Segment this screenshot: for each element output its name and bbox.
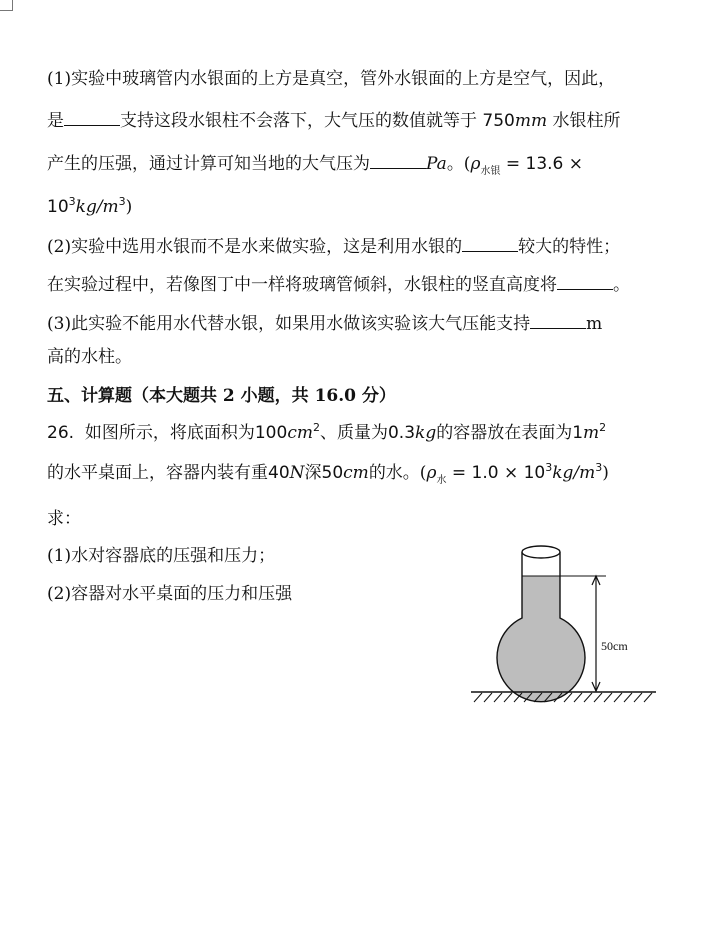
flask-mouth <box>522 546 560 558</box>
q25-line-1: (1)实验中玻璃管内水银面的上方是真空，管外水银面的上方是空气，因此， <box>47 69 616 89</box>
q26-ask: 求： <box>47 509 81 529</box>
q25-line-7: (3)此实验不能用水代替水银，如果用水做该实验该大气压能支持 m <box>47 310 602 335</box>
depth-label: 50cm <box>601 639 628 653</box>
answer-blank-3[interactable] <box>462 233 518 252</box>
answer-blank-2[interactable] <box>370 150 426 169</box>
q25-line-5: (2)实验中选用水银而不是水来做实验，这是利用水银的 较大的特性； <box>47 233 620 258</box>
answer-blank-5[interactable] <box>530 310 586 329</box>
q26-line-2: 的水平桌面上，容器内装有重40N深50cm的水。$(\rho_水 = 1.0 \times 10^3kg/m^3)$ <box>47 461 609 486</box>
flask-figure <box>466 540 676 715</box>
q25-line-3: 产生的压强，通过计算可知当地的大气压为 Pa。($\rho_{水银} = 13.6$ × <box>47 150 583 175</box>
answer-blank-1[interactable] <box>64 107 120 126</box>
q25-line-4: $10^3kg/m^3$) <box>47 195 133 217</box>
q26-line-1: 26. 如图所示，将底面积为$100cm^2$、质量为0.3kg的容器放在表面为$1m^2$ <box>47 421 607 443</box>
flask-water <box>497 565 585 702</box>
q26-sub-1: (1)水对容器底的压强和压力； <box>47 546 276 566</box>
q25-line-2: 是 支持这段水银柱不会落下，大气压的数值就等于 750mm 水银柱所 <box>47 107 621 132</box>
q25-line-6: 在实验过程中，若像图丁中一样将玻璃管倾斜，水银柱的竖直高度将 。 <box>47 271 630 296</box>
q25-line-8: 高的水柱。 <box>47 347 132 367</box>
section-heading: 五、计算题（本大题共 2 小题，共 16.0 分） <box>47 386 396 406</box>
answer-blank-4[interactable] <box>557 271 613 290</box>
q26-sub-2: (2)容器对水平桌面的压力和压强 <box>47 584 293 604</box>
page-corner-mark <box>0 0 13 11</box>
